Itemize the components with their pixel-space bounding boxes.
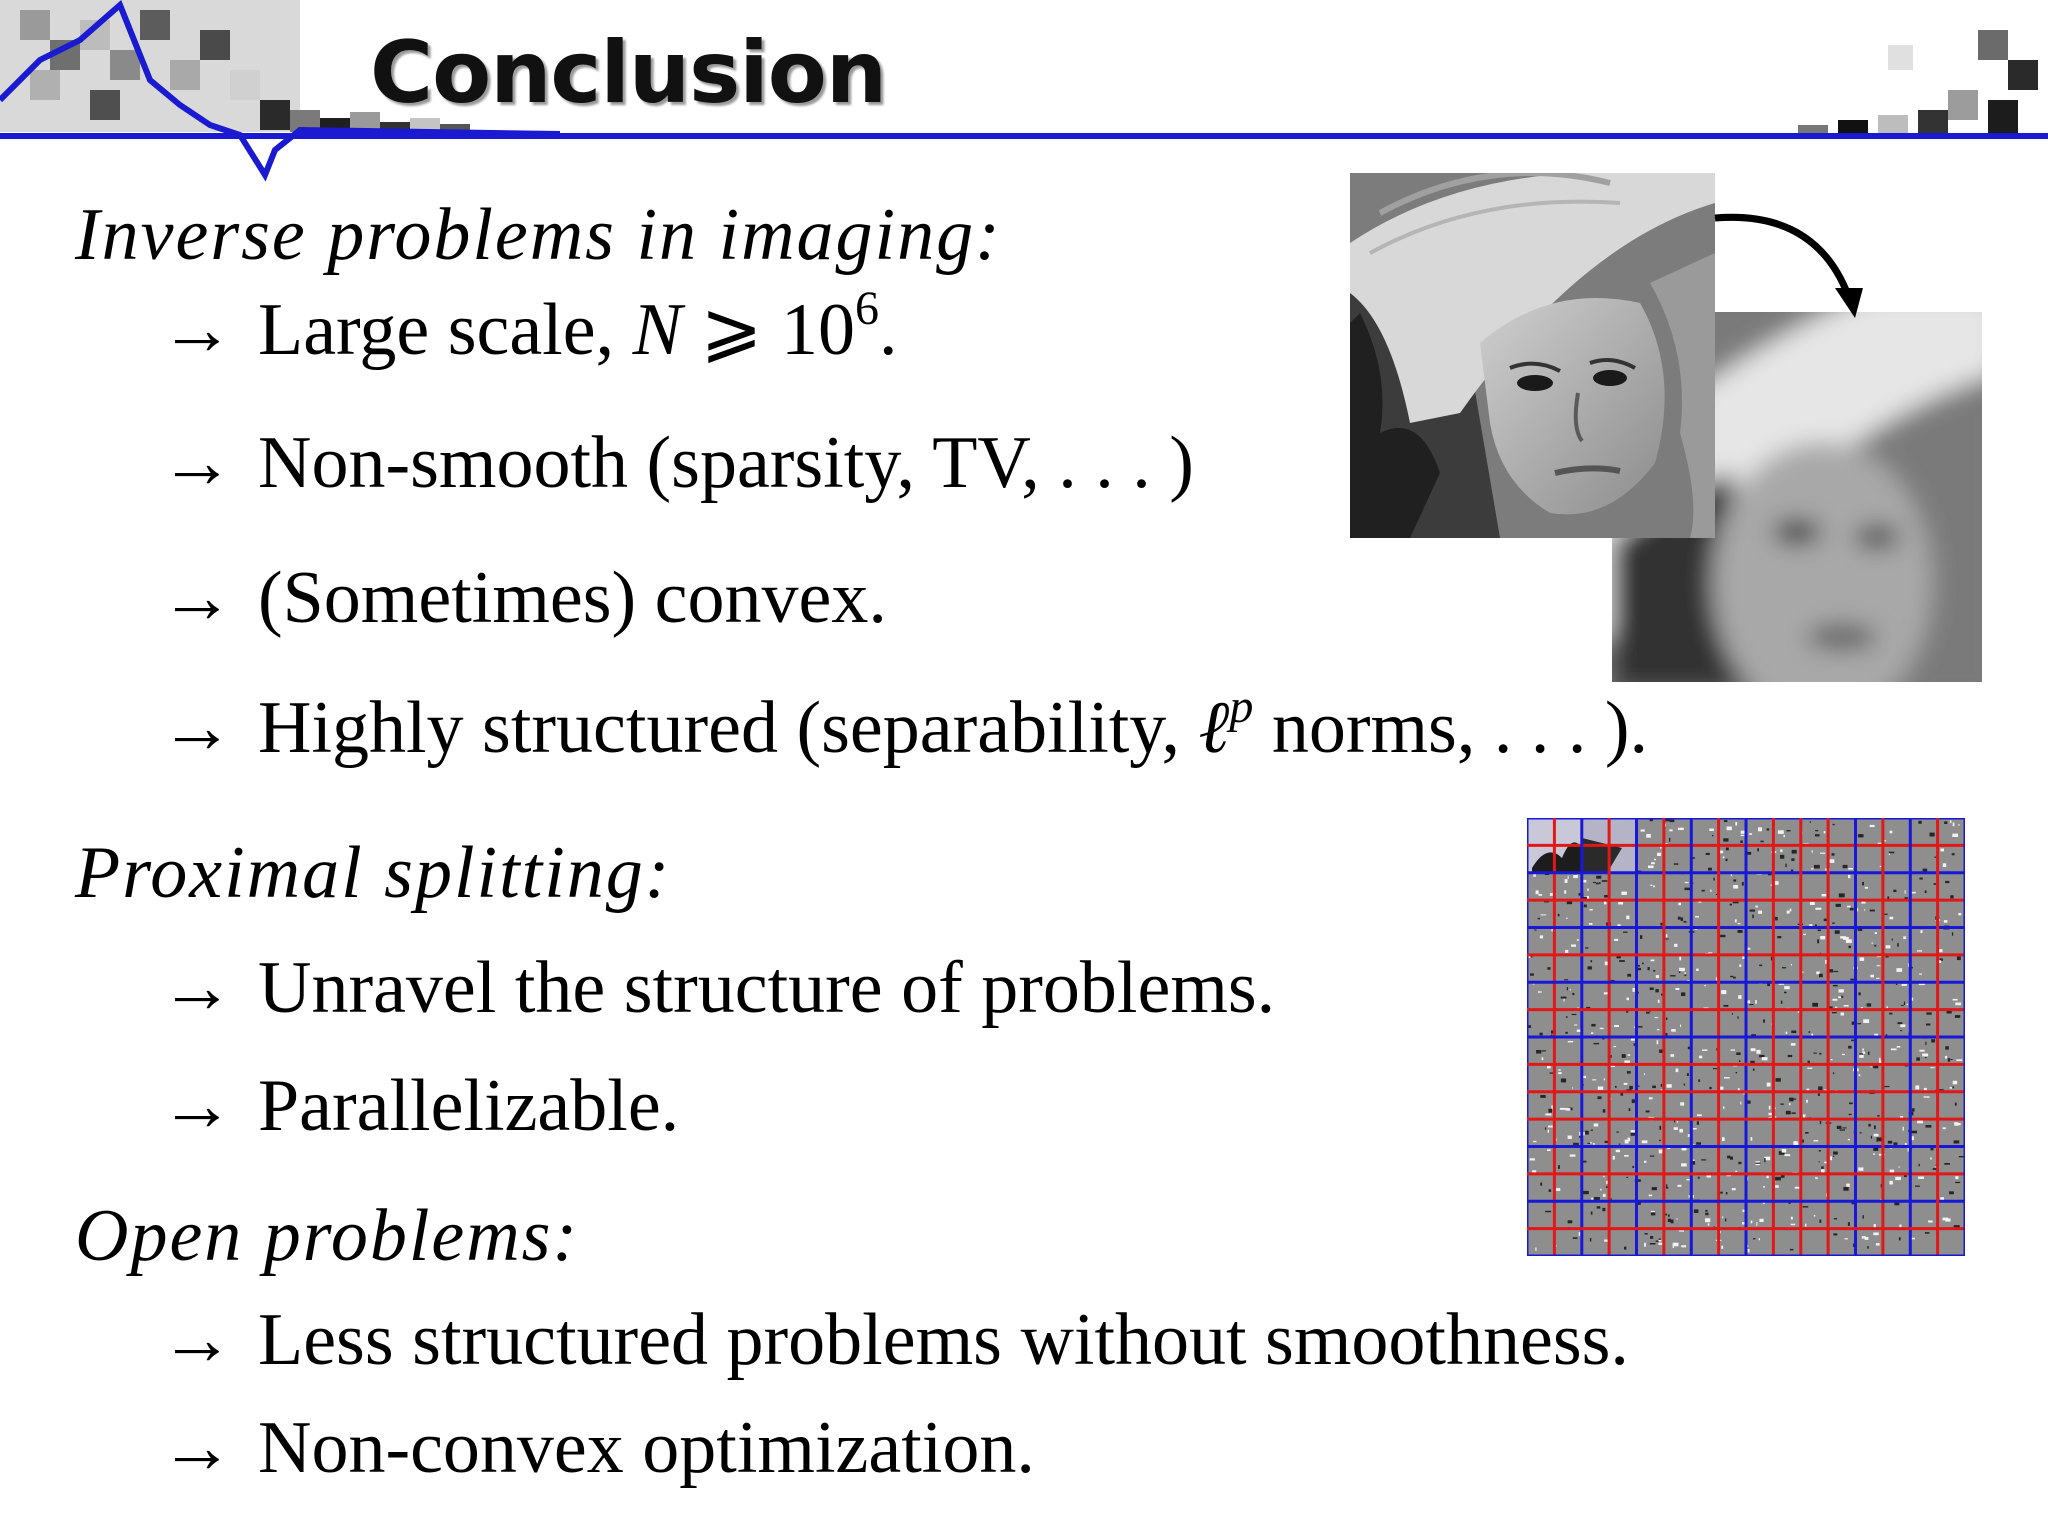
section-heading-inverse-problems: Inverse problems in imaging:: [75, 194, 1002, 276]
bullet-non-smooth: [160, 420, 1194, 506]
bullet-non-convex: [160, 1405, 1035, 1491]
math-variable: ℓ: [1198, 687, 1230, 769]
section-heading-open-problems: Open problems:: [75, 1195, 580, 1277]
bullet-text: Less structured problems without smoothness.: [258, 1299, 1629, 1381]
header-rule: [0, 133, 2048, 139]
bullet-text: Large scale,: [258, 289, 633, 371]
bullet-text: Unravel the structure of problems.: [258, 947, 1276, 1029]
portrait-photo-sharp: [1350, 173, 1715, 538]
bullet-text: (Sometimes) convex.: [258, 557, 887, 639]
bullet-text: Parallelizable.: [258, 1065, 680, 1147]
bullet-arrow: →: [160, 422, 234, 504]
bullet-unravel: [160, 945, 1275, 1031]
header-mosaic-decoration-right: [1748, 20, 2048, 150]
bullet-tail: .: [878, 289, 898, 371]
slide-header: [0, 0, 2048, 190]
bullet-less-structured: [160, 1297, 1629, 1383]
bullet-arrow: →: [160, 687, 234, 769]
bullet-arrow: →: [160, 557, 234, 639]
math-exponent: p: [1229, 680, 1254, 733]
bullet-arrow: →: [160, 289, 234, 371]
bullet-convex: [160, 555, 887, 641]
bullet-highly-structured: [160, 680, 1648, 771]
bullet-arrow: →: [160, 947, 234, 1029]
bullet-arrow: →: [160, 1065, 234, 1147]
bullet-arrow: →: [160, 1407, 234, 1489]
bullet-text: Non-convex optimization.: [258, 1407, 1035, 1489]
bullet-parallelizable: [160, 1063, 679, 1149]
bullet-arrow: →: [160, 1299, 234, 1381]
math-variable: N: [632, 289, 682, 371]
bullet-text: Non-smooth (sparsity, TV, . . . ): [258, 422, 1194, 504]
math-exponent: 6: [854, 282, 879, 335]
bullet-large-scale: [160, 282, 898, 373]
curved-arrow-icon: [1705, 200, 1885, 330]
bullet-text: Highly structured (separability,: [258, 687, 1199, 769]
slide-title: Conclusion: [370, 23, 887, 123]
section-heading-proximal-splitting: Proximal splitting:: [75, 832, 672, 914]
bullet-tail: norms, . . . ).: [1253, 687, 1648, 769]
wavelet-coefficient-grid: [1527, 818, 1965, 1256]
math-relation: ⩾ 10: [681, 289, 855, 371]
